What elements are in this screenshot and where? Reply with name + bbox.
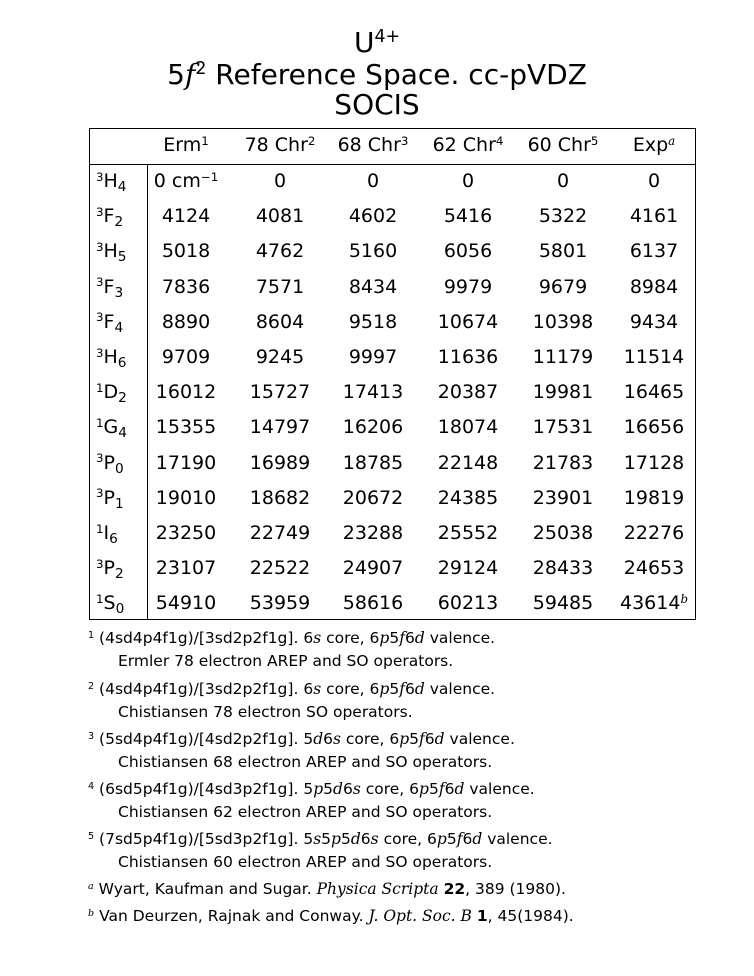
core-word: core, — [326, 629, 365, 647]
column-header — [413, 133, 523, 159]
cell-value: 10674 — [437, 310, 499, 333]
cell-value: 8434 — [348, 275, 398, 298]
table-cell — [318, 556, 428, 580]
cell-value: 5416 — [443, 205, 493, 228]
cell-value: 4762 — [255, 240, 305, 263]
footnote-basis: (4sd4p4f1g)/[3sd2p2f1g]. — [99, 680, 299, 698]
cell-value: 7836 — [161, 275, 211, 298]
core-word: core, — [345, 730, 385, 748]
footnote-line2: Chistiansen 68 electron AREP and SO operators. — [118, 753, 493, 771]
footnote — [88, 729, 515, 772]
column-header-label: 68 Chr — [337, 134, 401, 156]
valence-word: valence. — [469, 780, 535, 798]
core-n: 6 — [303, 629, 314, 647]
cell-value: 60213 — [437, 592, 499, 615]
term-J: 2 — [114, 214, 124, 231]
term-L: F — [103, 310, 115, 333]
math-letter: p — [419, 780, 429, 798]
reference-journal: J. Opt. Soc. B — [368, 907, 472, 925]
term-label — [96, 275, 123, 301]
math-letter: s — [333, 730, 341, 748]
footnote — [88, 779, 535, 822]
cell-value: 9518 — [348, 310, 398, 333]
term-multiplicity: 1 — [96, 521, 104, 536]
term-label — [96, 169, 127, 195]
table-cell — [318, 521, 428, 545]
term-label — [96, 239, 127, 265]
table-cell — [599, 310, 709, 334]
cell-value: 11514 — [623, 346, 685, 368]
cell-value: 4161 — [629, 205, 679, 228]
math-letter: p — [331, 830, 341, 848]
term-J: 0 — [114, 460, 124, 477]
term-multiplicity: 3 — [96, 169, 104, 184]
column-header-note: 4 — [495, 133, 504, 148]
math-digit: 6 — [404, 629, 415, 647]
cell-value: 6056 — [443, 240, 493, 263]
footnote-basis: (4sd4p4f1g)/[3sd2p2f1g]. — [99, 629, 299, 647]
term-L: F — [103, 205, 115, 228]
cell-value: 5160 — [348, 240, 398, 263]
cell-value: 4602 — [348, 205, 398, 228]
math-letter: f — [399, 629, 405, 647]
term-label — [96, 451, 124, 477]
cell-value: 20387 — [437, 381, 499, 404]
column-header-label: 60 Chr — [527, 134, 591, 156]
term-multiplicity: 3 — [96, 204, 104, 219]
table-cell — [318, 415, 428, 439]
table-cell — [599, 521, 709, 545]
term-label — [96, 591, 124, 617]
cell-value: 23288 — [342, 522, 404, 544]
column-header — [318, 133, 428, 159]
term-L: D — [103, 381, 119, 404]
cell-value: 16656 — [623, 416, 685, 439]
cell-value: 9709 — [161, 346, 211, 368]
core-word: core, — [326, 680, 365, 698]
column-header-note: a — [668, 133, 676, 148]
footnote-basis: (5sd4p4f1g)/[4sd2p2f1g]. — [99, 730, 299, 748]
cell-value: 58616 — [342, 592, 404, 615]
footnote-line2: Chistiansen 62 electron AREP and SO operators. — [118, 803, 493, 821]
table-cell — [599, 486, 709, 510]
valence-word: valence. — [429, 629, 496, 647]
footnote-mark: 2 — [88, 680, 95, 692]
math-letter: d — [454, 780, 465, 798]
table-cell — [413, 521, 523, 545]
valence-word: valence. — [449, 730, 515, 748]
term-multiplicity: 3 — [96, 345, 104, 360]
cell-value: 11636 — [437, 346, 499, 368]
cell-value: 25552 — [437, 522, 499, 544]
ion-symbol: U — [353, 26, 375, 59]
cell-value: 59485 — [532, 592, 594, 615]
cell-value: 43614 — [620, 592, 681, 615]
math-digit: 5 — [389, 629, 400, 647]
table-cell — [413, 591, 523, 615]
term-label — [96, 204, 123, 230]
cell-value: 54910 — [155, 592, 217, 615]
title-ion — [0, 28, 754, 62]
term-label — [96, 556, 124, 582]
cell-value: 9679 — [538, 275, 588, 298]
table-cell — [599, 169, 709, 193]
core-orbitals — [303, 830, 378, 848]
table-cell — [599, 556, 709, 580]
math-letter: p — [399, 730, 410, 748]
cell-value: 0 — [366, 170, 380, 192]
table-cell — [318, 239, 428, 263]
math-letter: d — [313, 730, 324, 748]
math-letter: s — [370, 830, 379, 848]
valence-word: valence. — [487, 830, 553, 848]
cell-value: 23107 — [155, 557, 217, 580]
math-digit: 6 — [409, 780, 420, 798]
cell-value: 11179 — [532, 346, 594, 368]
math-letter: f — [456, 830, 463, 848]
table-cell — [318, 310, 428, 334]
config-f: f — [184, 58, 196, 91]
cell-value: 16012 — [155, 381, 217, 404]
math-letter: f — [419, 730, 425, 748]
valence-orbitals — [409, 780, 464, 798]
cell-value: 24907 — [342, 557, 404, 580]
reference-mark: b — [88, 907, 95, 919]
cell-value: 16465 — [623, 381, 685, 404]
table-cell — [318, 204, 428, 228]
table-cell — [599, 204, 709, 228]
math-digit: 5 — [303, 830, 314, 848]
cell-value: 5018 — [161, 240, 211, 263]
table-cell — [599, 451, 709, 475]
reference-journal: Physica Scripta — [316, 880, 439, 898]
math-digit: 6 — [424, 730, 435, 748]
table-cell — [413, 204, 523, 228]
term-L: G — [103, 416, 119, 439]
reference-pages: , 45(1984). — [487, 907, 574, 925]
math-letter: f — [399, 680, 405, 698]
table-cell — [413, 415, 523, 439]
term-label — [96, 380, 127, 406]
table-cell — [318, 591, 428, 615]
table-cell — [599, 591, 709, 617]
term-label — [96, 521, 118, 547]
math-letter: p — [436, 830, 447, 848]
math-letter: p — [313, 780, 324, 798]
value-note: b — [680, 591, 688, 606]
math-digit: 5 — [321, 830, 332, 848]
cell-value: 23901 — [532, 486, 594, 509]
math-digit: 5 — [340, 830, 351, 848]
math-letter: d — [414, 680, 425, 698]
math-letter: d — [414, 629, 425, 647]
cell-value: 22522 — [249, 557, 311, 580]
footnote-line2: Chistiansen 60 electron AREP and SO operators. — [118, 853, 493, 871]
term-J: 4 — [117, 179, 127, 196]
cell-value: 5801 — [538, 240, 588, 263]
term-multiplicity: 3 — [96, 275, 104, 290]
cell-value: 17531 — [532, 416, 594, 439]
footnote-line2: Ermler 78 electron AREP and SO operators. — [118, 652, 454, 670]
footnote — [88, 628, 495, 671]
term-L: P — [103, 557, 115, 580]
cell-value: 19010 — [155, 486, 217, 509]
term-L: P — [103, 486, 115, 509]
term-J: 5 — [117, 249, 127, 266]
column-header-label: Exp — [632, 134, 669, 156]
term-multiplicity: 3 — [96, 556, 104, 571]
term-J: 6 — [109, 531, 118, 548]
table-cell — [413, 345, 523, 369]
math-digit: 5 — [323, 780, 333, 798]
cell-value: 9979 — [443, 275, 493, 298]
table-cell — [413, 486, 523, 510]
term-J: 1 — [114, 495, 124, 512]
table-cell — [318, 275, 428, 299]
table-cell — [413, 239, 523, 263]
table-cell — [413, 169, 523, 193]
math-digit: 6 — [369, 680, 380, 698]
term-multiplicity: 3 — [96, 239, 104, 254]
header-rule — [90, 164, 695, 165]
unit-exponent: −1 — [200, 169, 219, 184]
table-cell — [318, 451, 428, 475]
term-J: 3 — [114, 284, 124, 301]
footnote-mark: 5 — [88, 830, 95, 842]
reference-volume: 22 — [443, 880, 466, 898]
math-digit: 6 — [323, 730, 333, 748]
column-header-label: 78 Chr — [244, 134, 308, 156]
math-letter: s — [313, 830, 322, 848]
math-digit: 5 — [389, 680, 400, 698]
cell-value: 16206 — [342, 416, 404, 439]
math-digit: 5 — [428, 780, 439, 798]
table-cell — [318, 486, 428, 510]
cell-value: 19819 — [623, 486, 685, 509]
term-L: I — [103, 522, 110, 544]
math-digit: 6 — [427, 830, 437, 848]
valence-orbitals — [370, 629, 425, 647]
cell-value: 53959 — [249, 592, 311, 615]
reference-pages: , 389 (1980). — [465, 880, 566, 898]
term-multiplicity: 1 — [96, 415, 104, 430]
cell-value: 4124 — [161, 205, 211, 228]
cell-value: 25038 — [532, 522, 594, 544]
math-digit: 6 — [369, 629, 380, 647]
footnote — [88, 679, 495, 722]
core-orbitals — [303, 730, 341, 748]
term-L: H — [103, 170, 118, 192]
math-digit: 5 — [446, 830, 457, 848]
term-L: S — [103, 592, 116, 615]
table-cell — [599, 345, 709, 369]
footnote-line2: Chistiansen 78 electron SO operators. — [118, 703, 413, 721]
cell-value: 7571 — [255, 275, 305, 298]
math-letter: d — [333, 780, 343, 798]
math-letter: f — [438, 780, 445, 798]
term-label — [96, 486, 124, 512]
term-label — [96, 345, 127, 371]
cell-value: 18785 — [342, 451, 404, 474]
math-letter: d — [350, 830, 361, 848]
cell-value: 18682 — [249, 486, 311, 509]
cell-value: 18074 — [437, 416, 499, 439]
cell-value: 0 — [461, 170, 475, 192]
table-cell — [413, 380, 523, 404]
cell-value: 10398 — [532, 310, 594, 333]
ion-charge: 4+ — [374, 27, 401, 48]
math-digit: 6 — [342, 780, 353, 798]
cell-value: 21783 — [532, 451, 594, 474]
table-cell — [599, 380, 709, 404]
term-L: H — [103, 240, 118, 263]
math-letter: p — [379, 629, 390, 647]
valence-orbitals — [427, 830, 482, 848]
math-digit: 6 — [462, 830, 473, 848]
cell-value: 24385 — [437, 486, 499, 509]
table-cell — [318, 380, 428, 404]
math-letter: d — [472, 830, 483, 848]
cell-value: 22148 — [437, 451, 499, 474]
cell-value: 0 — [556, 170, 570, 192]
table-cell — [318, 345, 428, 369]
reference — [88, 879, 566, 902]
term-J: 4 — [114, 319, 124, 336]
term-J: 6 — [117, 355, 127, 372]
cell-value: 28433 — [532, 557, 594, 580]
column-header-note: 1 — [201, 133, 209, 148]
term-multiplicity: 1 — [96, 380, 104, 395]
core-word: core, — [383, 830, 423, 848]
column-header-label: 62 Chr — [432, 134, 496, 156]
table-cell — [599, 275, 709, 299]
term-L: F — [103, 275, 115, 298]
cell-value: 15727 — [249, 381, 311, 404]
cell-value: 8984 — [629, 275, 679, 298]
table-cell — [318, 169, 428, 193]
term-multiplicity: 3 — [96, 451, 104, 466]
column-header-note: 3 — [400, 133, 409, 148]
cell-value: 5322 — [538, 205, 588, 228]
term-J: 2 — [118, 390, 127, 407]
cell-value: 24653 — [623, 557, 685, 580]
cell-value: 9434 — [629, 310, 679, 333]
cell-value: 22276 — [623, 522, 685, 544]
table-cell — [599, 239, 709, 263]
core-l: s — [313, 680, 322, 698]
title-method: SOCIS — [334, 88, 420, 121]
config-sup: 2 — [195, 59, 207, 80]
math-letter: s — [352, 780, 361, 798]
cell-value: 29124 — [437, 557, 499, 580]
reference-authors: Van Deurzen, Rajnak and Conway. — [99, 907, 364, 925]
cell-value: 9245 — [255, 346, 305, 368]
footnote — [88, 829, 553, 872]
term-label — [96, 415, 127, 441]
cell-value: 17413 — [342, 381, 404, 404]
math-letter: d — [434, 730, 445, 748]
cell-value: 4081 — [255, 205, 305, 228]
term-J: 0 — [115, 601, 125, 618]
cell-value: 17190 — [155, 451, 217, 474]
math-digit: 6 — [444, 780, 455, 798]
cell-value: 14797 — [249, 416, 311, 439]
math-digit: 6 — [360, 830, 371, 848]
valence-word: valence. — [429, 680, 496, 698]
cell-value: 23250 — [155, 522, 217, 544]
table-cell — [413, 451, 523, 475]
cell-value: 17128 — [623, 451, 685, 474]
cell-value: 0 — [273, 170, 287, 192]
energy-table — [89, 128, 696, 620]
cell-value: 16989 — [249, 451, 311, 474]
cell-value: 8604 — [255, 310, 305, 333]
footnote-basis: (7sd5p4f1g)/[5sd3p2f1g]. — [99, 830, 299, 848]
math-digit: 6 — [389, 730, 400, 748]
term-multiplicity: 1 — [96, 591, 104, 606]
cell-value: 8890 — [161, 310, 211, 333]
term-multiplicity: 3 — [96, 486, 104, 501]
cell-value: 6137 — [629, 240, 679, 263]
math-digit: 5 — [303, 780, 314, 798]
valence-orbitals — [389, 730, 444, 748]
column-header-note: 5 — [590, 133, 599, 148]
math-digit: 5 — [409, 730, 420, 748]
core-orbitals — [303, 780, 360, 798]
math-letter: p — [379, 680, 390, 698]
valence-orbitals — [370, 680, 425, 698]
core-word: core, — [365, 780, 405, 798]
footnote-basis: (6sd5p4f1g)/[4sd3p2f1g]. — [99, 780, 299, 798]
table-cell — [413, 275, 523, 299]
reference — [88, 906, 574, 929]
table-cell — [413, 310, 523, 334]
term-L: P — [103, 451, 115, 474]
cell-value: 15355 — [155, 416, 217, 439]
term-J: 4 — [118, 425, 127, 442]
reference-space-text: Reference Space. cc-pVDZ — [215, 58, 587, 91]
cell-value: 9997 — [348, 346, 398, 368]
cell-value: 0 cm — [153, 170, 201, 192]
term-label — [96, 310, 123, 336]
footnote-mark: 4 — [88, 780, 95, 792]
footnote-mark: 1 — [88, 629, 95, 641]
cell-value: 0 — [647, 170, 661, 192]
cell-value: 19981 — [532, 381, 594, 404]
table-cell — [599, 415, 709, 439]
cell-value: 22749 — [249, 522, 311, 544]
column-header-note: 2 — [307, 133, 316, 148]
reference-volume: 1 — [476, 907, 488, 925]
reference-authors: Wyart, Kaufman and Sugar. — [98, 880, 312, 898]
column-header-label: Erm — [163, 134, 202, 156]
math-digit: 6 — [404, 680, 415, 698]
column-header — [599, 133, 709, 159]
term-L: H — [103, 346, 118, 368]
term-multiplicity: 3 — [96, 310, 104, 325]
footnote-mark: 3 — [88, 730, 95, 742]
config-n: 5 — [167, 58, 185, 91]
core-n: 6 — [303, 680, 314, 698]
table-cell — [413, 556, 523, 580]
core-l: s — [313, 629, 322, 647]
term-J: 2 — [114, 566, 124, 583]
cell-value: 20672 — [342, 486, 404, 509]
math-digit: 5 — [303, 730, 314, 748]
reference-mark: a — [88, 880, 94, 892]
